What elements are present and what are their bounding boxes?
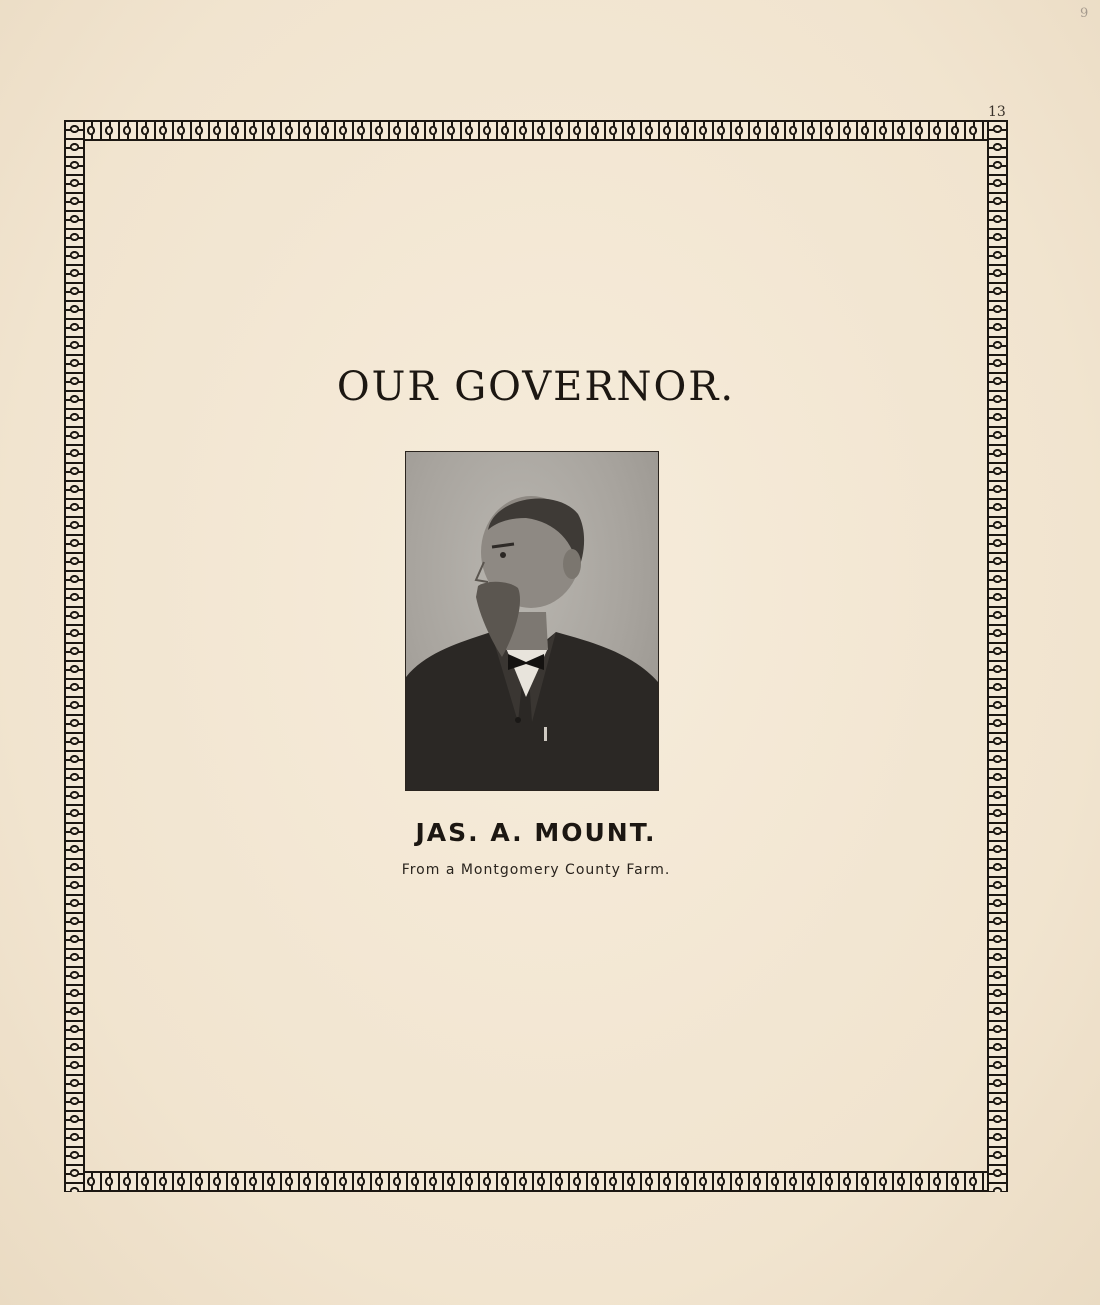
portrait-illustration — [406, 452, 658, 790]
ear — [563, 549, 581, 579]
portrait-photo — [405, 451, 659, 791]
border-top — [64, 120, 1008, 141]
border-left — [64, 120, 85, 1192]
lapel-pin — [544, 727, 547, 741]
border-bottom — [64, 1171, 1008, 1192]
jacket-button — [515, 717, 521, 723]
border-right — [987, 120, 1008, 1192]
subject-caption: From a Montgomery County Farm. — [401, 862, 671, 878]
subject-name: JAS. A. MOUNT. — [415, 818, 657, 847]
pencil-corner-mark: 9 — [1080, 6, 1089, 21]
page-title: OUR GOVERNOR. — [336, 364, 736, 410]
eye — [500, 552, 506, 558]
page-number: 13 — [988, 104, 1006, 120]
